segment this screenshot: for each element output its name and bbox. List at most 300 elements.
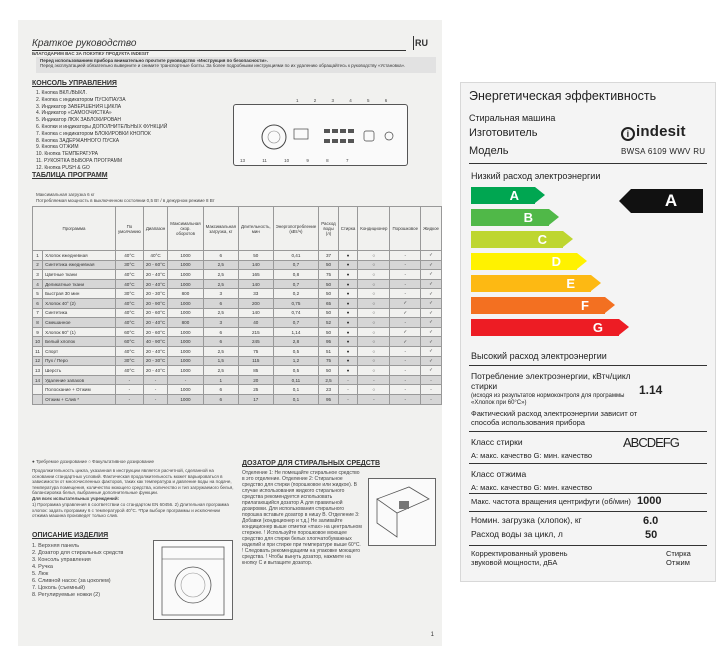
program-cell-t: - xyxy=(115,394,143,404)
panel-callouts-bottom: 13 11 10 9 8 7 xyxy=(240,158,349,163)
program-cell-c2: ○ xyxy=(358,270,390,280)
program-cell-e: 1,2 xyxy=(273,356,319,366)
program-row xyxy=(33,289,442,299)
program-cell-c1: - xyxy=(338,394,358,404)
program-cell-w: 50 xyxy=(319,279,338,289)
program-cell-t: 40°С xyxy=(115,318,143,328)
water-usage-label: Расход воды за цикл, л xyxy=(471,529,563,539)
brand-logo xyxy=(621,123,686,141)
program-cell-c2: ○ xyxy=(358,385,390,395)
program-row xyxy=(33,279,442,289)
program-cell-c2: ○ xyxy=(358,298,390,308)
program-cell-l: 2,5 xyxy=(203,270,238,280)
program-cell-w: 50 xyxy=(319,289,338,299)
program-cell-t: 30°С xyxy=(115,260,143,270)
program-cell-s: 1000 xyxy=(168,366,203,376)
program-cell-w: 52 xyxy=(319,318,338,328)
program-table xyxy=(32,206,442,405)
program-cell-name: Хлопок 40° (2) xyxy=(43,298,116,308)
program-cell-c2: ○ xyxy=(358,279,390,289)
program-cell-c4: ✓ xyxy=(421,327,442,337)
program-cell-c1: - xyxy=(338,385,358,395)
program-cell-w: 37 xyxy=(319,251,338,261)
program-cell-d: 140 xyxy=(238,279,273,289)
control-item: 8. Кнопка ЗАДЕРЖАННОГО ПУСКА xyxy=(36,137,120,144)
rated-load-value: 6.0 xyxy=(643,515,659,527)
controls-list xyxy=(36,90,167,172)
program-row xyxy=(33,270,442,280)
program-cell-name: Хлопок 60° (1) xyxy=(43,327,116,337)
dispenser-text: Отделение 1: Не помещайте стиральное средство в это отделение. Отделение 2: Стиральное средство для стирки (порошковое или жидкое). В случае использования жидкого стирального средства рекомендуется использовать прилагающийся дозатор А для правильной дозировки. Для использования стирального порошка вставьте дозатор в нишу В. Отделение 3: Добавки (кондиционер и т.д.) Не заливайте кондиционер выше отметки «max» на центральном стержне. ! Используйте порошковое моющее средство для стирки белых хлопчатобумажных изделий и при стирке при температуре выше 60°С. ! Следовать рекомендациям на упаковке моющего средства. ! Чтобы вынуть дозатор, нажмите на кнопку С и вытащите дозатор. xyxy=(242,470,362,566)
program-cell-l: 6 xyxy=(203,385,238,395)
energy-class-arrow-c: C xyxy=(471,231,563,248)
program-cell-c4: ✓ xyxy=(421,260,442,270)
program-cell-d: 165 xyxy=(238,270,273,280)
spin-divider xyxy=(469,493,707,494)
control-item: 12. Кнопка PUSH & GO xyxy=(36,164,90,171)
description-item: 4. Ручка xyxy=(32,564,53,570)
program-cell-c3: - xyxy=(390,375,421,385)
program-row xyxy=(33,366,442,376)
program-cell-r: 20 - 60°С xyxy=(143,308,167,318)
program-cell-c4: ✓ xyxy=(421,356,442,366)
program-cell-t: 60°С xyxy=(115,327,143,337)
program-cell-name: Шерсть xyxy=(43,366,116,376)
program-row xyxy=(33,394,442,404)
program-cell-c4: ✓ xyxy=(421,279,442,289)
energy-label xyxy=(460,82,716,582)
program-cell-r: 20 - 60°С xyxy=(143,260,167,270)
control-item: 2. Кнопка с индикатором ПУСК/ПАУЗА xyxy=(36,96,126,103)
program-rows xyxy=(33,251,442,405)
manual-page xyxy=(18,20,442,646)
actual-consumption-note: Фактический расход электроэнергии зависит от способа использования прибора xyxy=(471,409,638,427)
program-row xyxy=(33,318,442,328)
program-cell-w: 95 xyxy=(319,394,338,404)
table-heading: ТАБЛИЦА ПРОГРАММ xyxy=(32,172,108,179)
program-cell-s: 1000 xyxy=(168,260,203,270)
program-cell-n xyxy=(33,385,43,395)
description-item: 6. Сливной насос (за цоколем) xyxy=(32,578,111,584)
water-usage-value: 50 xyxy=(645,529,658,541)
program-cell-r: 20 - 90°С xyxy=(143,298,167,308)
program-cell-w: 65 xyxy=(319,298,338,308)
program-cell-l: 6 xyxy=(203,251,238,261)
program-cell-s: 1000 xyxy=(168,385,203,395)
program-cell-c1: ● xyxy=(338,318,358,328)
col-speed: Максимальная скор. оборотов xyxy=(168,207,203,251)
program-cell-l: 3 xyxy=(203,289,238,299)
program-cell-d: 215 xyxy=(238,327,273,337)
program-cell-name: Пух / Перо xyxy=(43,356,116,366)
dispenser-drawing xyxy=(368,478,436,546)
program-cell-e: 0,2 xyxy=(273,289,319,299)
program-cell-t: 40°С xyxy=(115,298,143,308)
control-item: 1. Кнопка ВКЛ./ВЫКЛ. xyxy=(36,90,87,96)
col-softener: Кондиционер xyxy=(358,207,390,251)
description-list xyxy=(32,543,142,599)
program-cell-c1: ● xyxy=(338,298,358,308)
wash-class-label: Класс стирки xyxy=(471,437,523,447)
program-cell-name: Быстрая 30 мин xyxy=(43,289,116,299)
program-cell-r: 20 - 40°С xyxy=(143,318,167,328)
program-cell-name: Спорт xyxy=(43,346,116,356)
controls-heading: КОНСОЛЬ УПРАВЛЕНИЯ xyxy=(32,80,117,87)
program-cell-e: 0,1 xyxy=(273,385,319,395)
program-cell-c3: ✓ xyxy=(390,337,421,347)
program-cell-c4: ✓ xyxy=(421,318,442,328)
program-cell-t: 40°С xyxy=(115,279,143,289)
col-water: Расход воды (л) xyxy=(319,207,338,251)
program-row xyxy=(33,385,442,395)
program-cell-c4: - xyxy=(421,375,442,385)
program-cell-l: 6 xyxy=(203,394,238,404)
panel-callouts-top: 1 2 3 4 5 6 xyxy=(296,98,388,103)
program-cell-c2: ○ xyxy=(358,251,390,261)
program-cell-name: Синтетика xyxy=(43,308,116,318)
program-row xyxy=(33,327,442,337)
program-cell-c1: ● xyxy=(338,308,358,318)
program-cell-e: 0,7 xyxy=(273,279,319,289)
program-cell-name: Удаление запахов xyxy=(43,375,116,385)
program-cell-t: 40°С xyxy=(115,308,143,318)
program-cell-d: 25 xyxy=(238,385,273,395)
dispenser-sketch xyxy=(369,479,435,545)
col-liquid: Жидкое xyxy=(421,207,442,251)
program-cell-r: - xyxy=(143,375,167,385)
warning-line-2: Перед эксплуатацией обязательно выверните и снимите транспортные болты. За более подробными инструкциями по их удалению обращайтесь к руководству «Установка». xyxy=(40,63,406,69)
description-item: 8. Регулируемые ножки (2) xyxy=(32,592,101,598)
program-cell-n: 13 xyxy=(33,366,43,376)
program-cell-t: - xyxy=(115,385,143,395)
control-panel-diagram xyxy=(233,104,408,166)
program-cell-c2: ○ xyxy=(358,337,390,347)
program-cell-r: 40 - 90°С xyxy=(143,337,167,347)
program-cell-r: 20 - 60°С xyxy=(143,327,167,337)
program-cell-d: 85 xyxy=(238,366,273,376)
col-program: Программа xyxy=(33,207,116,251)
program-cell-n: 14 xyxy=(33,375,43,385)
program-cell-s: 1000 xyxy=(168,356,203,366)
noise-wash-label: Стирка xyxy=(666,549,691,558)
program-cell-w: 75 xyxy=(319,270,338,280)
program-cell-c2: ○ xyxy=(358,366,390,376)
program-cell-l: 6 xyxy=(203,298,238,308)
program-cell-d: 40 xyxy=(238,318,273,328)
speed-divider xyxy=(469,511,707,512)
program-cell-t: 30°С xyxy=(115,289,143,299)
noise-spin-label: Отжим xyxy=(666,558,690,567)
program-cell-name: Отжим + Слив * xyxy=(43,394,116,404)
program-cell-e: 0,74 xyxy=(273,308,319,318)
program-row xyxy=(33,337,442,347)
program-cell-e: 0,8 xyxy=(273,270,319,280)
program-cell-w: 95 xyxy=(319,337,338,347)
program-cell-r: 40°С xyxy=(143,251,167,261)
program-cell-d: 20 xyxy=(238,375,273,385)
program-cell-l: 2,5 xyxy=(203,308,238,318)
wash-class-value: ABCDEFG xyxy=(623,435,679,450)
energy-class-arrow-b: B xyxy=(471,209,549,226)
program-cell-c3: - xyxy=(390,260,421,270)
program-cell-c4: ✓ xyxy=(421,270,442,280)
program-row xyxy=(33,375,442,385)
program-cell-c4: ✓ xyxy=(421,298,442,308)
program-cell-l: 6 xyxy=(203,337,238,347)
program-cell-n: 12 xyxy=(33,356,43,366)
program-cell-d: 75 xyxy=(238,346,273,356)
program-cell-n: 7 xyxy=(33,308,43,318)
col-duration: Длительность, мин xyxy=(238,207,273,251)
program-cell-r: 20 - 30°С xyxy=(143,289,167,299)
control-item: 10. Кнопка ТЕМПЕРАТУРА xyxy=(36,151,98,158)
program-cell-d: 50 xyxy=(238,251,273,261)
program-cell-d: 115 xyxy=(238,356,273,366)
program-cell-n: 10 xyxy=(33,337,43,347)
program-cell-d: 140 xyxy=(238,308,273,318)
program-cell-c3: - xyxy=(390,385,421,395)
program-cell-s: 1000 xyxy=(168,308,203,318)
description-item: 1. Верхняя панель xyxy=(32,543,80,549)
program-cell-c2: ○ xyxy=(358,289,390,299)
program-cell-r: - xyxy=(143,394,167,404)
program-cell-l: 1,5 xyxy=(203,356,238,366)
program-cell-name: Смешанное xyxy=(43,318,116,328)
program-cell-s: 1000 xyxy=(168,270,203,280)
program-cell-l: 1 xyxy=(203,375,238,385)
program-cell-e: 2,8 xyxy=(273,337,319,347)
program-row xyxy=(33,308,442,318)
program-cell-w: 23 xyxy=(319,385,338,395)
header-divider xyxy=(469,163,707,164)
program-cell-c3: - xyxy=(390,270,421,280)
control-item: 11. РУКОЯТКА ВЫБОРА ПРОГРАММ xyxy=(36,157,122,164)
noise-label: Корректированный уровень звуковой мощности, дБА xyxy=(471,549,568,567)
program-cell-c4: ✓ xyxy=(421,308,442,318)
program-cell-s: 1000 xyxy=(168,279,203,289)
program-cell-c2: - xyxy=(358,375,390,385)
dispenser-heading: ДОЗАТОР ДЛЯ СТИРАЛЬНЫХ СРЕДСТВ xyxy=(242,460,380,467)
wash-divider xyxy=(469,463,707,464)
program-cell-d: 33 xyxy=(238,289,273,299)
program-cell-n: 1 xyxy=(33,251,43,261)
program-cell-s: 1000 xyxy=(168,346,203,356)
program-cell-s: 1000 xyxy=(168,298,203,308)
brand-ring-icon: i xyxy=(621,127,635,141)
page-number: 1 xyxy=(430,632,434,638)
col-range: Диапазон xyxy=(143,207,167,251)
program-cell-c3: ✓ xyxy=(390,327,421,337)
program-cell-c2: ○ xyxy=(358,356,390,366)
program-cell-c4: ✓ xyxy=(421,366,442,376)
program-cell-t: 30°С xyxy=(115,356,143,366)
program-cell-c1: ● xyxy=(338,366,358,376)
warning-line-1: Перед использованием прибора внимательно прочтите руководство «Инструкция по безопасности». xyxy=(40,58,268,63)
program-cell-t: 40°С xyxy=(115,251,143,261)
manufacturer-label: Изготовитель xyxy=(469,127,538,139)
program-cell-c3: - xyxy=(390,289,421,299)
energy-consumption-value: 1.14 xyxy=(639,383,663,397)
program-cell-n: 3 xyxy=(33,270,43,280)
program-cell-n: 2 xyxy=(33,260,43,270)
program-cell-r: 20 - 30°С xyxy=(143,356,167,366)
program-cell-name: Синтетика ежедневная xyxy=(43,260,116,270)
program-cell-c3: ✓ xyxy=(390,298,421,308)
program-cell-name: Цветные ткани xyxy=(43,270,116,280)
program-cell-n: 8 xyxy=(33,318,43,328)
program-cell-c1: ● xyxy=(338,260,358,270)
program-cell-t: 40°С xyxy=(115,270,143,280)
program-row xyxy=(33,251,442,261)
program-cell-l: 3 xyxy=(203,318,238,328)
program-cell-t: 40°С xyxy=(115,346,143,356)
spin-class-label: Класс отжима xyxy=(471,469,527,479)
program-cell-e: 0,5 xyxy=(273,366,319,376)
program-cell-c3: - xyxy=(390,318,421,328)
max-load-note: Максимальная загрузка 6 кг xyxy=(36,192,95,197)
model-number: BWSA 6109 WWV RU xyxy=(621,147,706,156)
program-cell-c2: ○ xyxy=(358,308,390,318)
program-cell-c1: ● xyxy=(338,289,358,299)
program-cell-d: 140 xyxy=(238,260,273,270)
program-cell-c1: - xyxy=(338,375,358,385)
program-cell-c3: - xyxy=(390,366,421,376)
program-cell-c2: ○ xyxy=(358,260,390,270)
title-divider xyxy=(413,36,414,50)
scale-divider xyxy=(469,365,707,366)
program-cell-c4: ✓ xyxy=(421,346,442,356)
description-item: 7. Цоколь (съемный) xyxy=(32,585,86,591)
manual-title: Краткое руководство xyxy=(32,38,137,49)
program-row xyxy=(33,346,442,356)
control-item: 4. Индикатор «САМООЧИСТКА» xyxy=(36,110,112,117)
program-row xyxy=(33,356,442,366)
program-cell-l: 6 xyxy=(203,327,238,337)
program-cell-e: 0,7 xyxy=(273,260,319,270)
dosing-legend: ● Требуемое дозирование ○ Факультативное дозирование xyxy=(32,459,155,464)
spin-scale-note: А: макс. качество G: мин. качество xyxy=(471,483,593,492)
program-cell-e: 0,7 xyxy=(273,318,319,328)
energy-class-arrow-e: E xyxy=(471,275,591,292)
program-cell-c4: ✓ xyxy=(421,251,442,261)
label-title: Энергетическая эффективность xyxy=(469,89,657,103)
program-cell-name: Деликатные ткани xyxy=(43,279,116,289)
program-cell-c1: ● xyxy=(338,251,358,261)
rated-load-label: Номин. загрузка (хлопок), кг xyxy=(471,515,582,525)
low-consumption-label: Низкий расход электроэнергии xyxy=(471,171,601,181)
program-cell-name: Полоскание + Отжим xyxy=(43,385,116,395)
program-cell-w: 2,5 xyxy=(319,375,338,385)
program-cell-name: Хлопок ежедневная xyxy=(43,251,116,261)
program-cell-name: Белый хлопок xyxy=(43,337,116,347)
thanks-text: БЛАГОДАРИМ ВАС ЗА ПОКУПКУ ПРОДУКТА INDESIT xyxy=(32,51,149,56)
program-cell-w: 50 xyxy=(319,308,338,318)
language-code: RU xyxy=(415,38,428,48)
program-cell-d: 200 xyxy=(238,298,273,308)
control-item: 6. Кнопки и индикаторы ДОПОЛНИТЕЛЬНЫХ ФУНКЦИЙ xyxy=(36,123,168,130)
energy-class-arrow-a: A xyxy=(471,187,535,204)
program-cell-t: - xyxy=(115,375,143,385)
program-cell-c4: - xyxy=(421,385,442,395)
model-label: Модель xyxy=(469,145,509,157)
duration-footnote: Продолжительность цикла, указанная в инструкции является расчетной, сделанной на основании стандартных условий. Фактическая продолжительность может варьироваться в зависимости от многочисленных факторов, таких как температура и давление воды на подаче, температура помещения, количество моющего средства, количество и тип загружаемого белья, балансировка белья, выбранные дополнительные функции. xyxy=(32,468,234,495)
program-cell-s: 800 xyxy=(168,318,203,328)
program-cell-t: 60°С xyxy=(115,337,143,347)
program-cell-e: 0,11 xyxy=(273,375,319,385)
program-cell-s: 1000 xyxy=(168,327,203,337)
program-cell-s: 800 xyxy=(168,289,203,299)
washer-sketch xyxy=(154,541,232,619)
program-cell-l: 2,5 xyxy=(203,346,238,356)
control-item: 7. Кнопка с индикатором БЛОКИРОВКИ КНОПОК xyxy=(36,130,151,137)
program-cell-l: 2,5 xyxy=(203,279,238,289)
description-heading: ОПИСАНИЕ ИЗДЕЛИЯ xyxy=(32,532,109,539)
program-cell-c2: - xyxy=(358,394,390,404)
program-cell-e: 0,1 xyxy=(273,394,319,404)
program-cell-c4: ✓ xyxy=(421,289,442,299)
program-cell-w: 75 xyxy=(319,356,338,366)
program-cell-n: 6 xyxy=(33,298,43,308)
program-cell-s: - xyxy=(168,375,203,385)
program-cell-w: 51 xyxy=(319,346,338,356)
label-subtitle: Стиральная машина xyxy=(469,113,556,123)
program-cell-c1: ● xyxy=(338,356,358,366)
program-cell-n: 5 xyxy=(33,289,43,299)
high-consumption-label: Высокий расход электроэнергии xyxy=(471,351,607,361)
program-cell-l: 2,5 xyxy=(203,260,238,270)
program-cell-d: 245 xyxy=(238,337,273,347)
wash-scale-note: А: макс. качество G: мин. качество xyxy=(471,451,593,460)
spin-speed-value: 1000 xyxy=(637,495,662,507)
control-item: 5. Индикатор ЛЮК ЗАБЛОКИРОВАН xyxy=(36,117,121,124)
program-cell-e: 0,5 xyxy=(273,346,319,356)
washer-front-drawing xyxy=(153,540,233,620)
program-cell-w: 50 xyxy=(319,366,338,376)
energy-rating-badge: A xyxy=(631,189,703,213)
col-default: По умолчанию xyxy=(115,207,143,251)
program-cell-r: 20 - 40°С xyxy=(143,270,167,280)
water-divider xyxy=(469,545,707,546)
spin-speed-label: Макс. частота вращения центрифуги (об/мин) xyxy=(471,497,631,506)
program-cell-c4: ✓ xyxy=(421,337,442,347)
program-cell-c2: ○ xyxy=(358,346,390,356)
program-cell-c2: ○ xyxy=(358,327,390,337)
brand-name: indesit xyxy=(636,123,686,140)
program-cell-c3: - xyxy=(390,251,421,261)
col-load: Максимальная загрузка, кг xyxy=(203,207,238,251)
program-cell-e: 0,41 xyxy=(273,251,319,261)
program-cell-c2: ○ xyxy=(358,318,390,328)
lab-notes: 1) Программа управления в соответствии со стандартом EN 60456. 2) Длительная программа хлопок: задать программу 6 с температурой 40°С. *При выборе программы и исключении отжима машина произведет только слив. xyxy=(32,502,229,518)
program-cell-n xyxy=(33,394,43,404)
program-cell-c3: - xyxy=(390,346,421,356)
safety-warning-box xyxy=(36,57,436,73)
program-cell-n: 11 xyxy=(33,346,43,356)
col-energy: Энергопотребление (кВт/ч) xyxy=(273,207,319,251)
program-cell-c1: ● xyxy=(338,279,358,289)
program-cell-e: 1,14 xyxy=(273,327,319,337)
program-cell-c1: ● xyxy=(338,337,358,347)
lab-heading: Для всех испытательных учреждений: xyxy=(32,496,120,501)
description-item: 5. Люк xyxy=(32,571,49,577)
energy-consumption-note: (исходя из результатов нормоконтроля для программы «Хлопок при 60°С») xyxy=(471,393,625,406)
program-cell-w: 50 xyxy=(319,260,338,270)
power-note: Потребляемая мощность в выключенном состоянии 0,5 Вт / в дежурном режиме 8 Вт xyxy=(36,198,215,203)
program-cell-s: 1000 xyxy=(168,251,203,261)
program-cell-c4: - xyxy=(421,394,442,404)
program-cell-c1: ● xyxy=(338,346,358,356)
control-item: 3. Индикатор ЗАВЕРШЕНИЯ ЦИКЛА xyxy=(36,103,122,110)
